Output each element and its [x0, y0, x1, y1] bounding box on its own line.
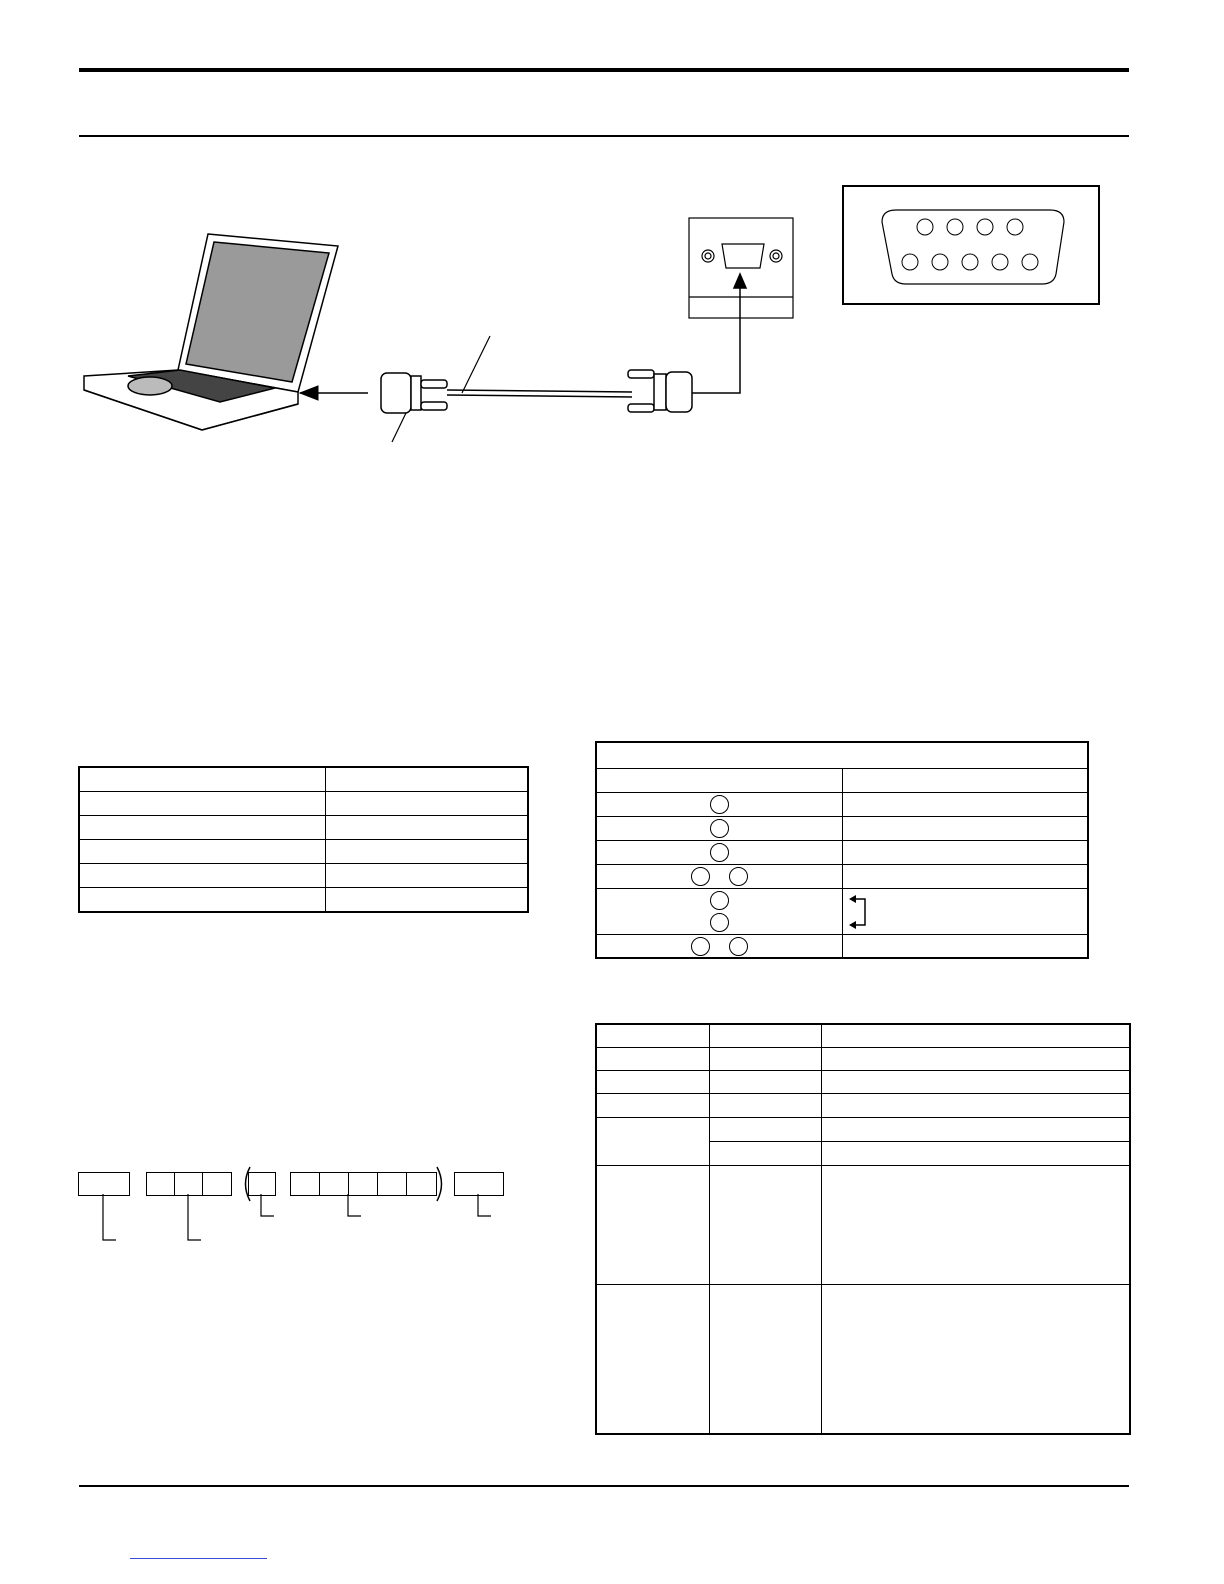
table-row [597, 889, 1087, 935]
table-row [597, 769, 1087, 793]
comm-params-table [78, 766, 529, 913]
table-row [79, 888, 528, 913]
command-box-3 [202, 1172, 232, 1196]
param-box-5 [406, 1172, 437, 1196]
table-row [597, 817, 1087, 841]
command-box-2 [174, 1172, 204, 1196]
header-rule-thin [79, 135, 1129, 137]
port-arrow [300, 386, 368, 400]
etx-box [454, 1172, 504, 1196]
command-box-1 [146, 1172, 176, 1196]
pin-circle [710, 913, 729, 932]
connection-diagram [70, 180, 1130, 460]
table-row [709, 1118, 1129, 1142]
table-row [597, 1285, 1129, 1433]
stx-box [78, 1172, 130, 1196]
right-dsub-connector [628, 370, 692, 412]
pin-circle [691, 867, 710, 886]
pin-circle [710, 819, 729, 838]
display-terminal-panel [689, 218, 793, 318]
pin-circle [691, 937, 710, 956]
pin-circle [729, 867, 748, 886]
cable-leader-line [462, 336, 490, 393]
colon-box [248, 1172, 276, 1196]
connector-leader-line [392, 413, 406, 442]
param-box-4 [377, 1172, 408, 1196]
table-row [597, 1166, 1129, 1285]
command-table [595, 1023, 1131, 1435]
command-format-diagram [78, 1166, 508, 1248]
pin-circle [710, 843, 729, 862]
pin-circle [710, 795, 729, 814]
table-row [79, 792, 528, 816]
table-row [597, 841, 1087, 865]
pin-table [595, 741, 1089, 959]
param-box-3 [348, 1172, 379, 1196]
footer-link-underline[interactable] [130, 1558, 267, 1559]
table-row [79, 767, 528, 792]
table-row [597, 865, 1087, 889]
table-row [597, 793, 1087, 817]
pin-circle [729, 937, 748, 956]
pin-table-header-row [597, 743, 1087, 769]
param-box-2 [319, 1172, 350, 1196]
format-leader-lines [78, 1194, 508, 1248]
table-row [79, 864, 528, 888]
table-row [597, 1025, 1129, 1048]
table-row [597, 1048, 1129, 1071]
table-row [597, 1071, 1129, 1094]
pin-circle [710, 891, 729, 910]
rs232c-cable [447, 390, 632, 397]
footer-rule [79, 1485, 1129, 1487]
laptop-illustration [84, 234, 338, 430]
table-row [597, 1094, 1129, 1118]
left-dsub-connector [381, 373, 447, 413]
table-row [79, 840, 528, 864]
param-box-1 [290, 1172, 321, 1196]
loopback-arrow-icon [847, 893, 869, 931]
header-rule-thick [79, 68, 1129, 72]
table-row [79, 816, 528, 840]
table-row [597, 935, 1087, 957]
pin-layout-diagram [843, 186, 1099, 304]
